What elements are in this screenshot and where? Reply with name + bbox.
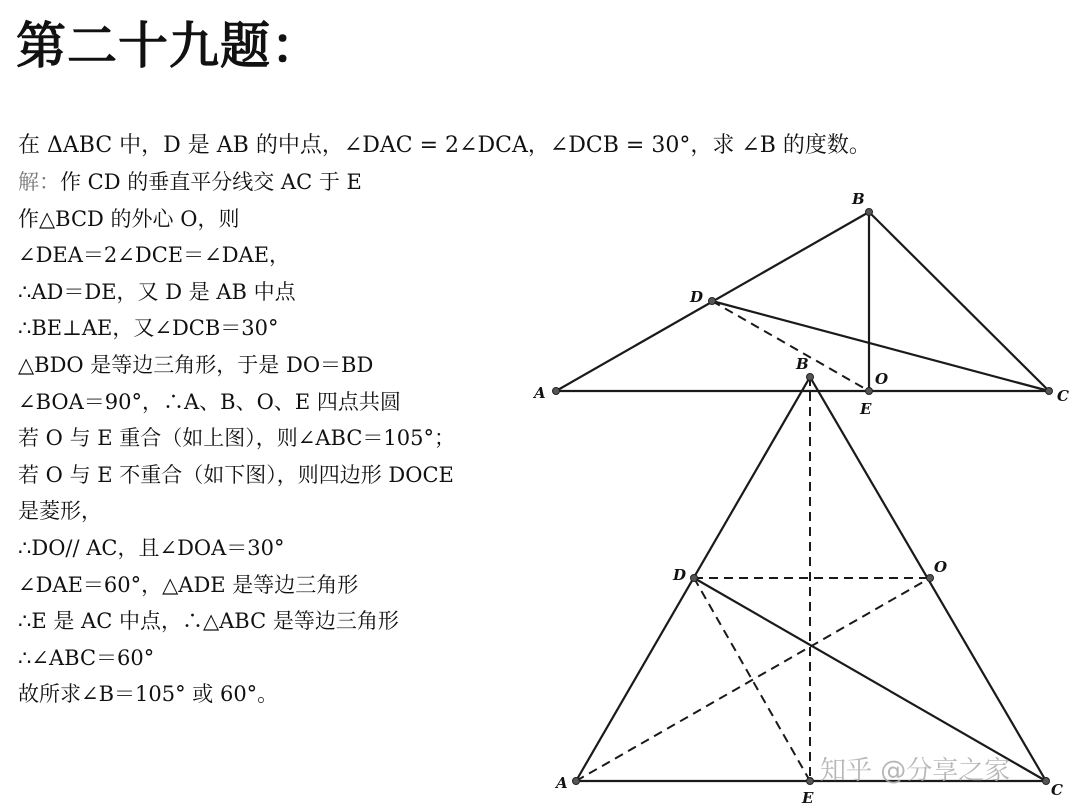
- solution-line: ∴AD＝DE，又 D 是 AB 中点: [18, 279, 296, 304]
- solution-line: ∴∠ABC＝60°: [18, 645, 155, 670]
- point-A: [573, 778, 580, 785]
- solution-label: 解：: [18, 170, 60, 194]
- point-D: [691, 575, 698, 582]
- point-E: [807, 778, 814, 785]
- label-D: D: [673, 566, 687, 584]
- point-O: [927, 575, 934, 582]
- solution-line: ∴E 是 AC 中点，∴△ABC 是等边三角形: [18, 609, 399, 634]
- label-D: D: [690, 288, 704, 306]
- problem-statement: 在 ΔABC 中，D 是 AB 的中点，∠DAC = 2∠DCA，∠DCB = 30°，求 ∠B 的度数。: [18, 133, 871, 158]
- point-C: [1043, 778, 1050, 785]
- watermark: 知乎 @分享之家: [820, 756, 1011, 786]
- solution-line: ∴BE⊥AE，又∠DCB＝30°: [18, 316, 279, 341]
- label-E: E: [802, 789, 814, 807]
- solution-line: 故所求∠B＝105° 或 60°。: [18, 682, 279, 707]
- solution-line: ∴DO// AC，且∠DOA＝30°: [18, 535, 285, 560]
- label-C: C: [1057, 387, 1069, 405]
- solution-line: ∠DAE＝60°，△ADE 是等边三角形: [18, 572, 359, 597]
- label-C: C: [1051, 781, 1063, 799]
- point-B: [807, 374, 814, 381]
- solution-line: ∠BOA＝90°，∴A、B、O、E 四点共圆: [18, 389, 401, 414]
- label-A: A: [556, 774, 568, 792]
- label-B: B: [796, 355, 809, 373]
- solution-line: 作 CD 的垂直平分线交 AC 于 E: [60, 170, 362, 194]
- solution-line: 是菱形，: [18, 499, 102, 524]
- problem-title: 第二十九题：: [16, 17, 322, 75]
- label-O: O: [934, 558, 948, 576]
- solution-line: 若 O 与 E 重合（如上图），则∠ABC＝105°；: [18, 426, 455, 451]
- solution-line: 若 O 与 E 不重合（如下图），则四边形 DOCE: [18, 462, 454, 487]
- label-A: A: [534, 384, 546, 402]
- solution-line: 作△BCD 的外心 O，则: [18, 206, 240, 231]
- solution-line: ∠DEA＝2∠DCE＝∠DAE，: [18, 243, 291, 268]
- label-B: B: [852, 190, 865, 208]
- label-E: E: [860, 400, 872, 418]
- label-O: O: [875, 370, 889, 388]
- solution-line: △BDO 是等边三角形，于是 DO＝BD: [18, 352, 374, 377]
